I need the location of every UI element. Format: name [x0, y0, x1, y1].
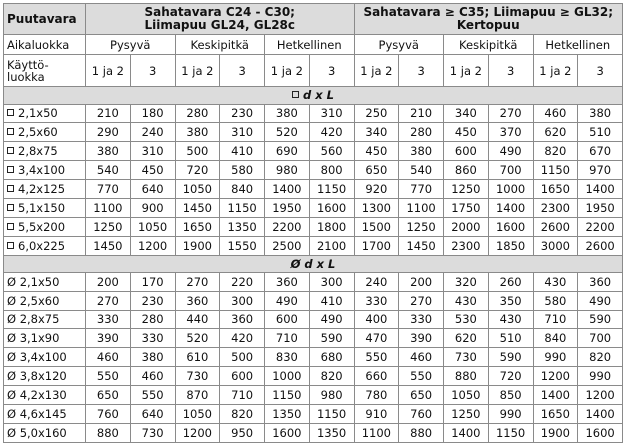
capacity-value: 600 — [220, 367, 265, 386]
capacity-value: 340 — [444, 104, 489, 123]
capacity-value: 500 — [220, 348, 265, 367]
capacity-value: 670 — [578, 142, 623, 161]
capacity-value: 2300 — [533, 199, 578, 218]
capacity-value: 990 — [578, 367, 623, 386]
capacity-value: 170 — [130, 272, 175, 291]
capacity-value: 2000 — [444, 217, 489, 236]
capacity-value: 990 — [533, 348, 578, 367]
capacity-value: 250 — [354, 104, 399, 123]
table-row — [4, 161, 623, 180]
square-nail-icon — [7, 223, 14, 230]
nail-size-label: Ø 2,1x50 — [4, 272, 86, 291]
capacity-value: 320 — [444, 272, 489, 291]
capacity-value: 520 — [175, 329, 220, 348]
capacity-value: 650 — [86, 386, 131, 405]
service-class-cell: 3 — [578, 55, 623, 87]
capacity-value: 1250 — [444, 405, 489, 424]
capacity-value: 460 — [533, 104, 578, 123]
capacity-value: 840 — [533, 329, 578, 348]
nail-size-label: Ø 3,4x100 — [4, 348, 86, 367]
square-nail-icon — [7, 147, 14, 154]
capacity-value: 1200 — [533, 367, 578, 386]
service-class-header: Käyttö- luokka — [4, 55, 86, 87]
capacity-value: 560 — [309, 142, 354, 161]
capacity-value: 1800 — [309, 217, 354, 236]
capacity-value: 1150 — [265, 386, 310, 405]
square-nail-icon — [7, 128, 14, 135]
capacity-value: 330 — [130, 329, 175, 348]
table-row — [4, 236, 623, 255]
capacity-value: 3000 — [533, 236, 578, 255]
nail-size-label: 2,5x60 — [4, 123, 86, 142]
capacity-value: 400 — [354, 310, 399, 329]
capacity-value: 470 — [354, 329, 399, 348]
service-class-cell: 1 ja 2 — [265, 55, 310, 87]
capacity-value: 280 — [399, 123, 444, 142]
capacity-value: 1350 — [309, 423, 354, 442]
capacity-value: 1600 — [309, 199, 354, 218]
capacity-value: 1150 — [220, 199, 265, 218]
capacity-value: 1250 — [444, 180, 489, 199]
capacity-value: 640 — [130, 180, 175, 199]
capacity-value: 1050 — [175, 405, 220, 424]
capacity-value: 200 — [399, 272, 444, 291]
capacity-value: 880 — [86, 423, 131, 442]
service-class-cell: 3 — [220, 55, 265, 87]
capacity-value: 820 — [578, 348, 623, 367]
capacity-value: 210 — [86, 104, 131, 123]
capacity-value: 820 — [309, 367, 354, 386]
capacity-value: 1050 — [444, 386, 489, 405]
capacity-value: 340 — [354, 123, 399, 142]
capacity-value: 720 — [175, 161, 220, 180]
service-class-cell: 1 ja 2 — [175, 55, 220, 87]
nail-size-label: 4,2x125 — [4, 180, 86, 199]
capacity-value: 330 — [354, 291, 399, 310]
table-row — [4, 217, 623, 236]
capacity-value: 1150 — [533, 161, 578, 180]
service-class-cell: 3 — [309, 55, 354, 87]
capacity-value: 590 — [309, 329, 354, 348]
capacity-value: 550 — [86, 367, 131, 386]
capacity-value: 1250 — [399, 217, 444, 236]
capacity-value: 720 — [488, 367, 533, 386]
capacity-value: 1600 — [578, 423, 623, 442]
capacity-value: 730 — [444, 348, 489, 367]
square-nail-icon — [7, 185, 14, 192]
capacity-value: 1450 — [175, 199, 220, 218]
capacity-value: 800 — [309, 161, 354, 180]
table-row — [4, 367, 623, 386]
table-row — [4, 272, 623, 291]
duration-medium: Keskipitkä — [175, 35, 265, 55]
capacity-value: 380 — [265, 104, 310, 123]
capacity-value: 710 — [533, 310, 578, 329]
capacity-value: 1600 — [265, 423, 310, 442]
capacity-value: 1550 — [220, 236, 265, 255]
capacity-value: 990 — [488, 405, 533, 424]
service-class-cell: 1 ja 2 — [533, 55, 578, 87]
capacity-value: 820 — [533, 142, 578, 161]
capacity-value: 460 — [86, 348, 131, 367]
capacity-value: 490 — [265, 291, 310, 310]
nail-size-label: Ø 2,8x75 — [4, 310, 86, 329]
capacity-value: 230 — [220, 104, 265, 123]
capacity-value: 240 — [130, 123, 175, 142]
capacity-value: 2300 — [444, 236, 489, 255]
capacity-value: 1400 — [444, 423, 489, 442]
service-class-cell: 3 — [130, 55, 175, 87]
capacity-value: 410 — [309, 291, 354, 310]
nail-size-label: Ø 4,6x145 — [4, 405, 86, 424]
capacity-value: 2600 — [533, 217, 578, 236]
capacity-value: 950 — [220, 423, 265, 442]
duration-instant: Hetkellinen — [265, 35, 355, 55]
capacity-value: 230 — [130, 291, 175, 310]
capacity-value: 460 — [130, 367, 175, 386]
capacity-value: 420 — [220, 329, 265, 348]
capacity-value: 1100 — [354, 423, 399, 442]
capacity-value: 1900 — [533, 423, 578, 442]
capacity-value: 510 — [578, 123, 623, 142]
capacity-value: 390 — [86, 329, 131, 348]
capacity-value: 1000 — [488, 180, 533, 199]
capacity-value: 270 — [175, 272, 220, 291]
nail-capacity-table — [3, 3, 623, 443]
table-row — [4, 386, 623, 405]
table-row — [4, 310, 623, 329]
capacity-value: 760 — [86, 405, 131, 424]
capacity-value: 420 — [309, 123, 354, 142]
capacity-value: 1400 — [488, 199, 533, 218]
round-section-title: Ø d x L — [4, 255, 623, 272]
nail-size-label: Ø 3,8x120 — [4, 367, 86, 386]
square-nail-icon — [7, 204, 14, 211]
capacity-value: 430 — [444, 291, 489, 310]
capacity-value: 310 — [309, 104, 354, 123]
capacity-value: 1350 — [265, 405, 310, 424]
capacity-value: 1900 — [175, 236, 220, 255]
nail-size-label: Ø 2,5x60 — [4, 291, 86, 310]
capacity-value: 360 — [578, 272, 623, 291]
capacity-value: 380 — [130, 348, 175, 367]
capacity-value: 380 — [578, 104, 623, 123]
capacity-value: 1150 — [309, 180, 354, 199]
capacity-value: 1650 — [175, 217, 220, 236]
table-row — [4, 199, 623, 218]
capacity-value: 780 — [354, 386, 399, 405]
capacity-value: 2200 — [265, 217, 310, 236]
capacity-value: 1400 — [578, 180, 623, 199]
capacity-value: 840 — [220, 180, 265, 199]
capacity-value: 1150 — [488, 423, 533, 442]
capacity-value: 850 — [488, 386, 533, 405]
square-section-title: d x L — [4, 87, 623, 104]
capacity-value: 1350 — [220, 217, 265, 236]
capacity-value: 1500 — [354, 217, 399, 236]
duration-medium: Keskipitkä — [444, 35, 534, 55]
table-row — [4, 142, 623, 161]
capacity-value: 240 — [354, 272, 399, 291]
capacity-value: 450 — [444, 123, 489, 142]
square-nail-icon — [7, 166, 14, 173]
service-class-cell: 1 ja 2 — [354, 55, 399, 87]
capacity-value: 2600 — [578, 236, 623, 255]
nail-size-label: 3,4x100 — [4, 161, 86, 180]
capacity-value: 860 — [444, 161, 489, 180]
capacity-value: 620 — [444, 329, 489, 348]
capacity-value: 1950 — [578, 199, 623, 218]
capacity-value: 350 — [488, 291, 533, 310]
capacity-value: 1050 — [175, 180, 220, 199]
nail-size-label: 5,1x150 — [4, 199, 86, 218]
capacity-value: 310 — [130, 142, 175, 161]
capacity-value: 580 — [220, 161, 265, 180]
capacity-value: 770 — [86, 180, 131, 199]
capacity-value: 590 — [488, 348, 533, 367]
capacity-value: 1200 — [175, 423, 220, 442]
capacity-value: 280 — [175, 104, 220, 123]
capacity-value: 660 — [354, 367, 399, 386]
nail-size-label: 2,1x50 — [4, 104, 86, 123]
capacity-value: 760 — [399, 405, 444, 424]
capacity-value: 550 — [354, 348, 399, 367]
capacity-value: 1950 — [265, 199, 310, 218]
capacity-value: 1750 — [444, 199, 489, 218]
table-row — [4, 123, 623, 142]
capacity-value: 510 — [488, 329, 533, 348]
capacity-value: 540 — [86, 161, 131, 180]
capacity-value: 330 — [399, 310, 444, 329]
capacity-value: 640 — [130, 405, 175, 424]
nail-size-label: 2,8x75 — [4, 142, 86, 161]
capacity-value: 300 — [309, 272, 354, 291]
capacity-value: 380 — [86, 142, 131, 161]
capacity-value: 680 — [309, 348, 354, 367]
capacity-value: 260 — [488, 272, 533, 291]
capacity-value: 390 — [399, 329, 444, 348]
capacity-value: 1150 — [309, 405, 354, 424]
capacity-value: 1300 — [354, 199, 399, 218]
capacity-value: 430 — [533, 272, 578, 291]
capacity-value: 520 — [265, 123, 310, 142]
capacity-value: 270 — [86, 291, 131, 310]
capacity-value: 1000 — [265, 367, 310, 386]
capacity-value: 980 — [309, 386, 354, 405]
capacity-value: 180 — [130, 104, 175, 123]
capacity-value: 700 — [578, 329, 623, 348]
capacity-value: 600 — [444, 142, 489, 161]
capacity-value: 490 — [309, 310, 354, 329]
capacity-value: 910 — [354, 405, 399, 424]
capacity-value: 330 — [86, 310, 131, 329]
capacity-value: 1400 — [533, 386, 578, 405]
capacity-value: 290 — [86, 123, 131, 142]
capacity-value: 490 — [578, 291, 623, 310]
capacity-value: 730 — [175, 367, 220, 386]
service-class-cell: 1 ja 2 — [444, 55, 489, 87]
service-class-cell: 3 — [488, 55, 533, 87]
capacity-value: 310 — [220, 123, 265, 142]
group2-header: Sahatavara ≥ C35; Liimapuu ≥ GL32; Kertopuu — [354, 4, 623, 35]
capacity-value: 870 — [175, 386, 220, 405]
capacity-value: 550 — [399, 367, 444, 386]
capacity-value: 830 — [265, 348, 310, 367]
service-class-cell: 1 ja 2 — [86, 55, 131, 87]
capacity-value: 1200 — [578, 386, 623, 405]
capacity-value: 1700 — [354, 236, 399, 255]
square-nail-icon — [7, 242, 14, 249]
duration-header: Aikaluokka — [4, 35, 86, 55]
capacity-value: 980 — [265, 161, 310, 180]
capacity-value: 270 — [399, 291, 444, 310]
table-row — [4, 291, 623, 310]
capacity-value: 1450 — [399, 236, 444, 255]
group1-header: Sahatavara C24 - C30; Liimapuu GL24, GL28c — [86, 4, 355, 35]
capacity-value: 1650 — [533, 180, 578, 199]
capacity-value: 380 — [175, 123, 220, 142]
capacity-value: 2500 — [265, 236, 310, 255]
capacity-value: 1100 — [399, 199, 444, 218]
nail-size-label: 5,5x200 — [4, 217, 86, 236]
capacity-value: 650 — [399, 386, 444, 405]
capacity-value: 610 — [175, 348, 220, 367]
capacity-value: 620 — [533, 123, 578, 142]
duration-permanent: Pysyvä — [354, 35, 444, 55]
capacity-value: 880 — [444, 367, 489, 386]
service-class-cell: 3 — [399, 55, 444, 87]
capacity-value: 770 — [399, 180, 444, 199]
capacity-value: 360 — [265, 272, 310, 291]
capacity-value: 1050 — [130, 217, 175, 236]
nail-size-label: Ø 4,2x130 — [4, 386, 86, 405]
duration-instant: Hetkellinen — [533, 35, 623, 55]
capacity-value: 200 — [86, 272, 131, 291]
capacity-value: 2100 — [309, 236, 354, 255]
capacity-value: 1450 — [86, 236, 131, 255]
capacity-value: 540 — [399, 161, 444, 180]
capacity-value: 730 — [130, 423, 175, 442]
nail-size-label: 6,0x225 — [4, 236, 86, 255]
capacity-value: 590 — [578, 310, 623, 329]
capacity-value: 490 — [488, 142, 533, 161]
capacity-value: 1600 — [488, 217, 533, 236]
capacity-value: 920 — [354, 180, 399, 199]
capacity-value: 880 — [399, 423, 444, 442]
capacity-value: 710 — [220, 386, 265, 405]
capacity-value: 440 — [175, 310, 220, 329]
capacity-value: 380 — [399, 142, 444, 161]
capacity-value: 820 — [220, 405, 265, 424]
capacity-value: 270 — [488, 104, 533, 123]
capacity-value: 690 — [265, 142, 310, 161]
capacity-value: 650 — [354, 161, 399, 180]
capacity-value: 1400 — [578, 405, 623, 424]
capacity-value: 220 — [220, 272, 265, 291]
capacity-value: 580 — [533, 291, 578, 310]
capacity-value: 1250 — [86, 217, 131, 236]
table-row — [4, 405, 623, 424]
timber-header: Puutavara — [4, 4, 86, 35]
capacity-value: 500 — [175, 142, 220, 161]
table-row — [4, 423, 623, 442]
capacity-value: 410 — [220, 142, 265, 161]
duration-permanent: Pysyvä — [86, 35, 176, 55]
capacity-value: 360 — [175, 291, 220, 310]
capacity-value: 280 — [130, 310, 175, 329]
capacity-value: 2200 — [578, 217, 623, 236]
square-nail-icon — [292, 91, 299, 98]
capacity-value: 450 — [354, 142, 399, 161]
table-row — [4, 329, 623, 348]
capacity-value: 550 — [130, 386, 175, 405]
capacity-value: 1100 — [86, 199, 131, 218]
square-nail-icon — [7, 109, 14, 116]
capacity-value: 1200 — [130, 236, 175, 255]
capacity-value: 970 — [578, 161, 623, 180]
capacity-value: 710 — [265, 329, 310, 348]
capacity-value: 1400 — [265, 180, 310, 199]
capacity-value: 700 — [488, 161, 533, 180]
capacity-value: 1850 — [488, 236, 533, 255]
capacity-value: 430 — [488, 310, 533, 329]
capacity-value: 210 — [399, 104, 444, 123]
nail-size-label: Ø 3,1x90 — [4, 329, 86, 348]
capacity-value: 450 — [130, 161, 175, 180]
capacity-value: 600 — [265, 310, 310, 329]
capacity-value: 1650 — [533, 405, 578, 424]
table-row — [4, 180, 623, 199]
nail-size-label: Ø 5,0x160 — [4, 423, 86, 442]
capacity-value: 300 — [220, 291, 265, 310]
capacity-value: 530 — [444, 310, 489, 329]
capacity-value: 360 — [220, 310, 265, 329]
capacity-value: 370 — [488, 123, 533, 142]
table-row — [4, 348, 623, 367]
capacity-value: 460 — [399, 348, 444, 367]
table-row — [4, 104, 623, 123]
capacity-value: 900 — [130, 199, 175, 218]
